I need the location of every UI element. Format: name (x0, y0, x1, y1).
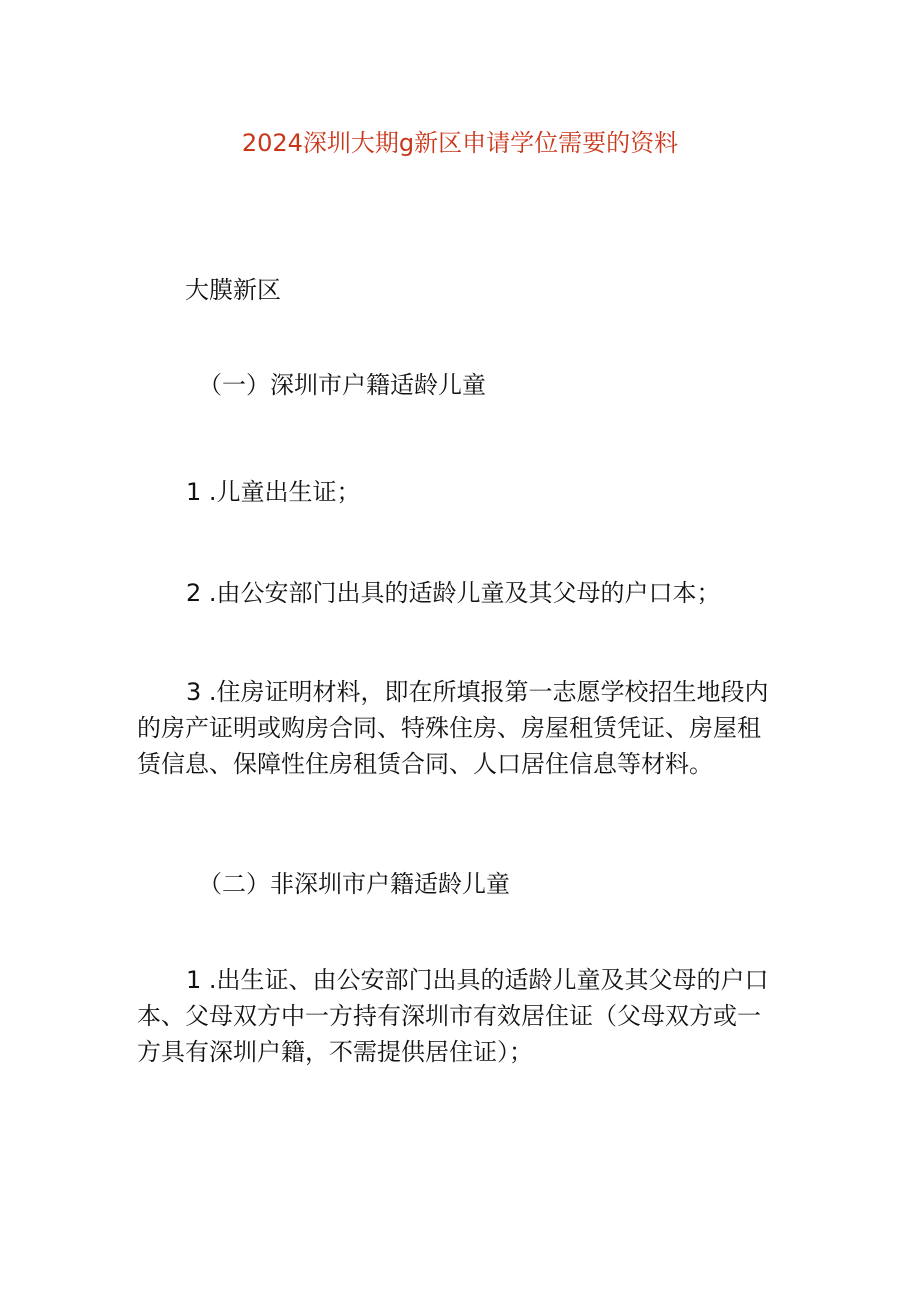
section-2-item-1 (137, 962, 797, 1070)
section-2-item-1-line-1: 1 .出生证、由公安部门出具的适龄儿童及其父母的户口 (186, 966, 769, 994)
section-1-item-3-line-2: 的房产证明或购房合同、特殊住房、房屋租赁凭证、房屋租 (137, 714, 761, 742)
section-1-item-3-line-1: 3 .住房证明材料，即在所填报第一志愿学校招生地段内 (186, 678, 769, 706)
section-1-item-1: 1 .儿童出生证； (186, 478, 361, 506)
section-2-item-1-line-3: 方具有深圳户籍，不需提供居住证）； (137, 1038, 533, 1066)
section-1-item-3 (137, 674, 797, 782)
section-1-item-3-line-3: 赁信息、保障性住房租赁合同、人口居住信息等材料。 (137, 750, 713, 778)
section-1-heading: （一）深圳市户籍适龄儿童 (198, 371, 486, 399)
document-title: 2024深圳大期g新区申请学位需要的资料 (241, 129, 679, 157)
section-2-item-1-line-2: 本、父母双方中一方持有深圳市有效居住证（父母双方或一 (137, 1002, 761, 1030)
district-heading: 大膜新区 (185, 276, 281, 304)
section-1-item-2: 2 .由公安部门出具的适龄儿童及其父母的户口本； (186, 579, 721, 607)
section-2-heading: （二）非深圳市户籍适龄儿童 (198, 870, 510, 898)
